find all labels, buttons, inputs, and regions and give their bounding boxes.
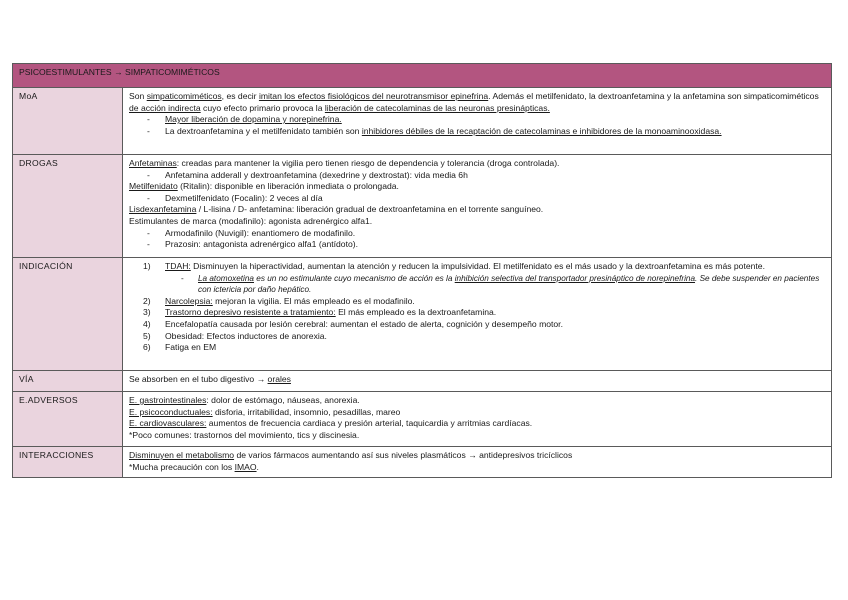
row-label-moa: MoA bbox=[13, 88, 123, 155]
list-item: - Armodafinilo (Nuvigil): enantiomero de modafinilo. bbox=[147, 227, 356, 238]
row-content-indicacion bbox=[123, 258, 832, 371]
table-row-via bbox=[13, 371, 832, 392]
table-row-interacciones bbox=[13, 447, 832, 478]
list-item: - La atomoxetina es un no estimulante cuyo mecanismo de acción es la inhibición selectiva del transportador presináptico de norepinefrina. Se debe suspender en pacientes con ictericia por daño hepático. bbox=[181, 273, 820, 295]
list-item: Metilfenidato (Ritalin): disponible en liberación inmediata o prolongada. bbox=[129, 181, 399, 192]
table-row-eadversos bbox=[13, 392, 832, 447]
list-item: Estimulantes de marca (modafinilo): agonista adrenérgico alfa1. bbox=[129, 215, 373, 226]
row-content-interacciones bbox=[123, 447, 832, 478]
row-label-drogas: DROGAS bbox=[13, 155, 123, 258]
list-item: - Prazosin: antagonista adrenérgico alfa1 (antídoto). bbox=[147, 239, 359, 250]
list-item: - La dextroanfetamina y el metilfenidato también son inhibidores débiles de la recaptación de catecolaminas e inhibidores de la monoaminooxidasa. bbox=[147, 125, 722, 136]
row-label-eadversos: E.ADVERSOS bbox=[13, 392, 123, 447]
list-item: Disminuyen el metabolismo de varios fármacos aumentando así sus niveles plasmáticos → antidepresivos tricíclicos bbox=[129, 450, 573, 460]
list-item: 4) Encefalopatía causada por lesión cerebral: aumentan el estado de alerta, cognición y desempeño motor. bbox=[143, 318, 563, 329]
list-item: 5) Obesidad: Efectos inductores de anorexia. bbox=[143, 330, 327, 341]
table-row-indicacion bbox=[13, 258, 832, 371]
list-item: Anfetaminas: creadas para mantener la vigilia pero tienen riesgo de dependencia y tolerancia (droga controlada). bbox=[129, 158, 560, 168]
list-item: E. psicoconductuales: disforia, irritabilidad, insomnio, pesadillas, mareo bbox=[129, 406, 401, 417]
moa-intro: Son simpaticomiméticos, es decir imitan los efectos fisiológicos del neurotransmisor epinefrina. Además el metilfenidato, la dextroanfetamina y la anfetamina son simpaticomiméticos de acción indirecta cuyo efecto primario provoca la liberación de catecolaminas de las neuronas presinápticas. bbox=[129, 91, 819, 113]
table-row-moa bbox=[13, 88, 832, 155]
list-item: *Poco comunes: trastornos del movimiento, tics y discinesia. bbox=[129, 429, 360, 440]
row-label-indicacion: INDICACIÓN bbox=[13, 258, 123, 371]
list-item: 1) TDAH: Disminuyen la hiperactividad, aumentan la atención y reducen la impulsividad. El metilfenidato es el más usado y la dextroanfetamina es más potente. bbox=[143, 261, 765, 271]
list-item: E. gastrointestinales: dolor de estómago, náuseas, anorexia. bbox=[129, 395, 360, 405]
list-item: 2) Narcolepsia: mejoran la vigilia. El más empleado es el modafinilo. bbox=[143, 295, 415, 306]
list-item: 3) Trastorno depresivo resistente a tratamiento: El más empleado es la dextroanfetamina. bbox=[143, 307, 497, 318]
row-content-eadversos bbox=[123, 392, 832, 447]
row-label-via: VÍA bbox=[13, 371, 123, 392]
table-row-drogas bbox=[13, 155, 832, 258]
list-item: - Dexmetilfenidato (Focalin): 2 veces al día bbox=[147, 192, 323, 203]
list-item: 6) Fatiga en EM bbox=[143, 342, 217, 353]
list-item: E. cardiovasculares: aumentos de frecuencia cardiaca y presión arterial, taquicardia y arritmias cardíacas. bbox=[129, 418, 533, 429]
row-content-moa bbox=[123, 88, 832, 155]
row-label-interacciones: INTERACCIONES bbox=[13, 447, 123, 478]
list-item: Lisdexanfetamina / L-lisina / D- anfetamina: liberación gradual de dextroanfetamina en el torrente sanguíneo. bbox=[129, 204, 544, 215]
list-item: - Anfetamina adderall y dextroanfetamina (dexedrine y dextrostat): vida media 6h bbox=[147, 169, 468, 180]
table-title: PSICOESTIMULANTES → SIMPATICOMIMÉTICOS bbox=[13, 64, 832, 88]
summary-table bbox=[12, 63, 832, 478]
header-row bbox=[13, 64, 832, 88]
row-content-drogas bbox=[123, 155, 832, 258]
list-item: - Mayor liberación de dopamina y norepinefrina. bbox=[147, 114, 342, 125]
list-item: *Mucha precaución con los IMAO. bbox=[129, 461, 259, 472]
row-content-via: Se absorben en el tubo digestivo → orales bbox=[123, 371, 832, 392]
